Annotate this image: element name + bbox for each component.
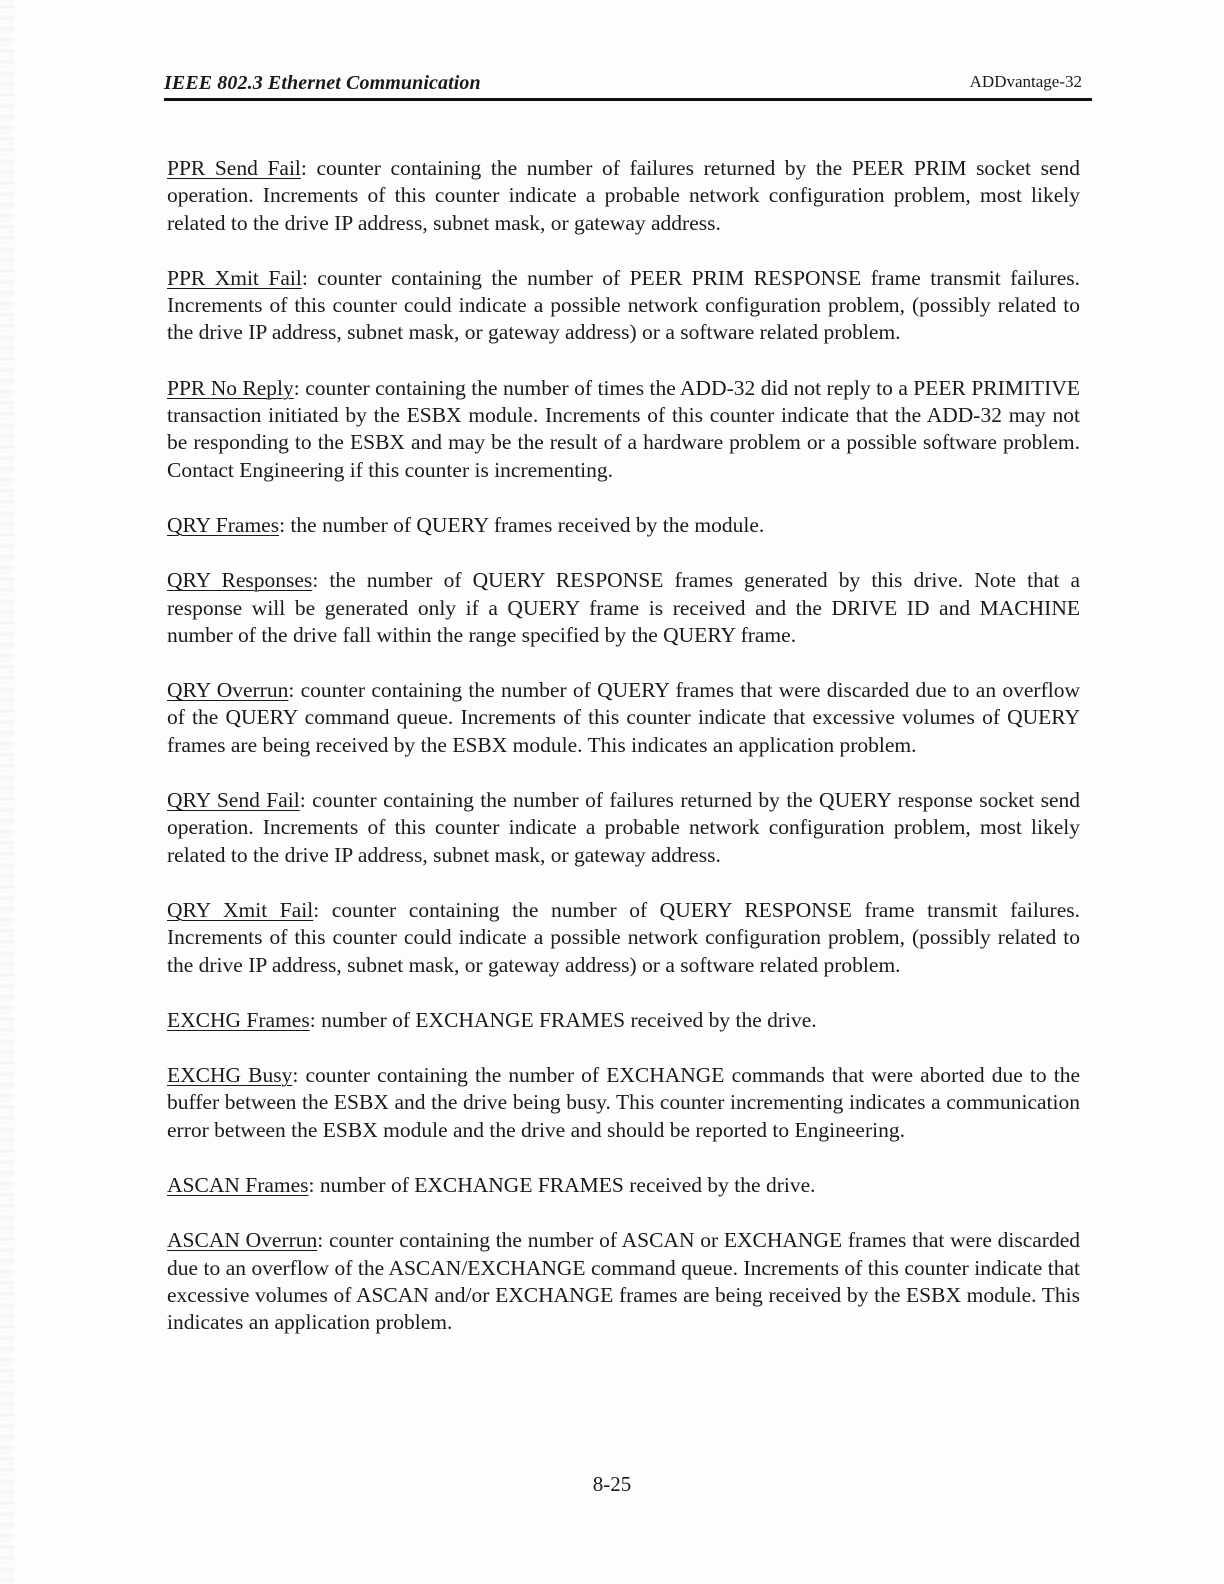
definition-entry (167, 155, 1080, 237)
definition-term: EXCHG Busy (167, 1063, 293, 1088)
definition-text: : number of EXCHANGE FRAMES received by the drive. (309, 1007, 817, 1032)
definition-text: : counter containing the number of QUERY RESPONSE frame transmit failures. Increments of this counter could indicate a possible network configuration problem, (possibly related to the drive IP address, subnet mask, or gateway address) or a software related problem. (167, 897, 1080, 977)
definition-entry (167, 1227, 1080, 1336)
definition-text: : number of EXCHANGE FRAMES received by the drive. (308, 1173, 816, 1198)
definition-term: PPR Xmit Fail (167, 265, 302, 290)
definition-term: ASCAN Overrun (167, 1228, 318, 1253)
definition-term: QRY Frames (167, 512, 280, 537)
definition-text: : counter containing the number of PEER PRIM RESPONSE frame transmit failures. Increments of this counter could indicate a possible network configuration problem, (possibly related to the drive IP address, subnet mask, or gateway address) or a software related problem. (167, 265, 1080, 345)
definition-text: : counter containing the number of ASCAN or EXCHANGE frames that were discarded due to an overflow of the ASCAN/EXCHANGE command queue. Increments of this counter indicate that excessive volumes of ASCAN and/or EXCHANGE frames are being received by the ESBX module. This indicates an application problem. (167, 1228, 1080, 1335)
definition-term: ASCAN Frames (167, 1173, 309, 1198)
definition-entry (167, 1007, 1080, 1034)
scan-edge-artifact (0, 0, 14, 1584)
definition-term: QRY Overrun (167, 678, 289, 703)
definition-entry (167, 567, 1080, 649)
definition-entry (167, 512, 1080, 539)
header-title: IEEE 802.3 Ethernet Communication (164, 72, 481, 94)
definition-entry (167, 1062, 1080, 1144)
definition-list (167, 155, 1080, 1365)
definition-entry (167, 677, 1080, 759)
definition-entry (167, 1172, 1080, 1199)
definition-entry (167, 897, 1080, 979)
definition-text: : counter containing the number of EXCHANGE commands that were aborted due to the buffer between the ESBX and the drive being busy. This counter incrementing indicates a communication error between the ESBX module and the drive and should be reported to Engineering. (167, 1063, 1080, 1142)
definition-text: : the number of QUERY frames received by the module. (279, 512, 765, 537)
definition-text: : counter containing the number of failures returned by the QUERY response socket send operation. Increments of this counter indicate a probable network configuration problem, most likely related to the drive IP address, subnet mask, or gateway address. (167, 788, 1081, 867)
definition-text: : counter containing the number of times the ADD-32 did not reply to a PEER PRIMITIVE transaction initiated by the ESBX module. Increments of this counter indicate that the ADD-32 may not be responding to the ESBX and may be the result of a hardware problem or a possible software problem. Contact Engineering if this counter is incrementing. (167, 375, 1080, 482)
page-header (164, 70, 1092, 101)
definition-term: QRY Responses (167, 568, 313, 593)
header-product: ADDvantage-32 (969, 72, 1082, 91)
definition-term: PPR Send Fail (167, 156, 301, 180)
definition-term: QRY Xmit Fail (167, 897, 314, 922)
definition-entry (167, 787, 1080, 869)
page-number: 8-25 (592, 1472, 632, 1496)
definition-entry (167, 265, 1080, 347)
definition-text: : counter containing the number of failures returned by the PEER PRIM socket send operation. Increments of this counter indicate a probable network configuration problem, most likely related to the drive IP address, subnet mask, or gateway address. (167, 156, 1080, 235)
definition-text: : counter containing the number of QUERY frames that were discarded due to an overflow of the QUERY command queue. Increments of this counter indicate that excessive volumes of QUERY frames are being received by the ESBX module. This indicates an application problem. (167, 678, 1080, 757)
definition-term: QRY Send Fail (167, 788, 300, 813)
definition-entry (167, 375, 1080, 484)
definition-term: PPR No Reply (167, 375, 294, 400)
definition-term: EXCHG Frames (167, 1007, 310, 1032)
definition-text: : the number of QUERY RESPONSE frames generated by this drive. Note that a response will be generated only if a QUERY frame is received and the DRIVE ID and MACHINE number of the drive fall within the range specified by the QUERY frame. (167, 568, 1080, 647)
